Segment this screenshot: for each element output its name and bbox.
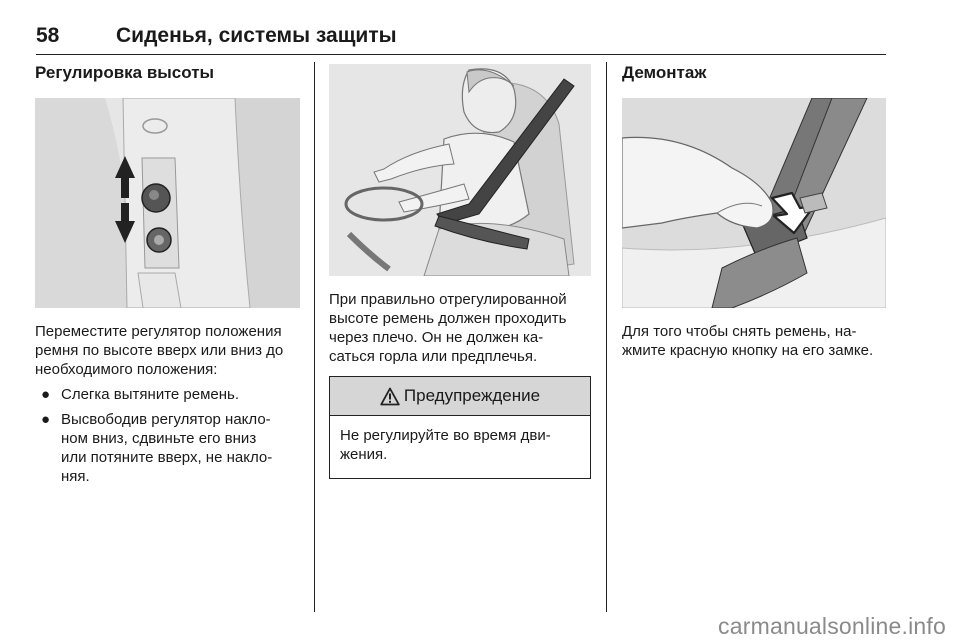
page-header	[36, 24, 886, 55]
section-heading-removal: Демонтаж	[622, 63, 707, 82]
removal-paragraph: Для того чтобы снять ремень, на- жмите красную кнопку на его замке.	[622, 323, 874, 359]
column-height-adjustment	[35, 62, 300, 492]
list-item: ● Высвободив регулятор накло- ном вниз, сдвиньте его вниз или потяните вверх, не накло- няя.	[41, 411, 273, 485]
column-removal	[622, 62, 886, 360]
instruction-list	[35, 385, 300, 486]
correct-position-paragraph: При правильно отрегулированной высоте ремень должен проходить через плечо. Он не должен ка- саться горла или предплечья.	[329, 291, 567, 365]
warning-box	[329, 376, 591, 479]
warning-title: Предупреждение	[403, 386, 541, 405]
warning-text: Не регулируйте во время дви- жения.	[340, 427, 551, 463]
bullet-icon: ●	[41, 386, 51, 403]
warning-header	[330, 377, 590, 416]
column-correct-belt-position	[329, 62, 591, 479]
belt-buckle-release-illustration	[622, 98, 886, 308]
list-item: ● Слегка вытяните ремень.	[41, 386, 240, 403]
section-heading-height-adjustment: Регулировка высоты	[35, 63, 215, 82]
height-adjustment-paragraph: Переместите регулятор положения ремня по высоте вверх или вниз до необходимого положения:	[35, 323, 284, 378]
page-number: 58	[36, 24, 60, 47]
belt-height-adjuster-illustration	[35, 98, 300, 308]
watermark: carmanualsonline.info	[718, 613, 946, 639]
warning-triangle-icon	[380, 387, 400, 406]
seated-driver-with-belt-illustration	[329, 64, 591, 276]
column-divider-left	[314, 62, 315, 612]
page-title: Сиденья, системы защиты	[116, 24, 397, 47]
column-divider-right	[606, 62, 607, 612]
bullet-icon: ●	[41, 411, 51, 428]
